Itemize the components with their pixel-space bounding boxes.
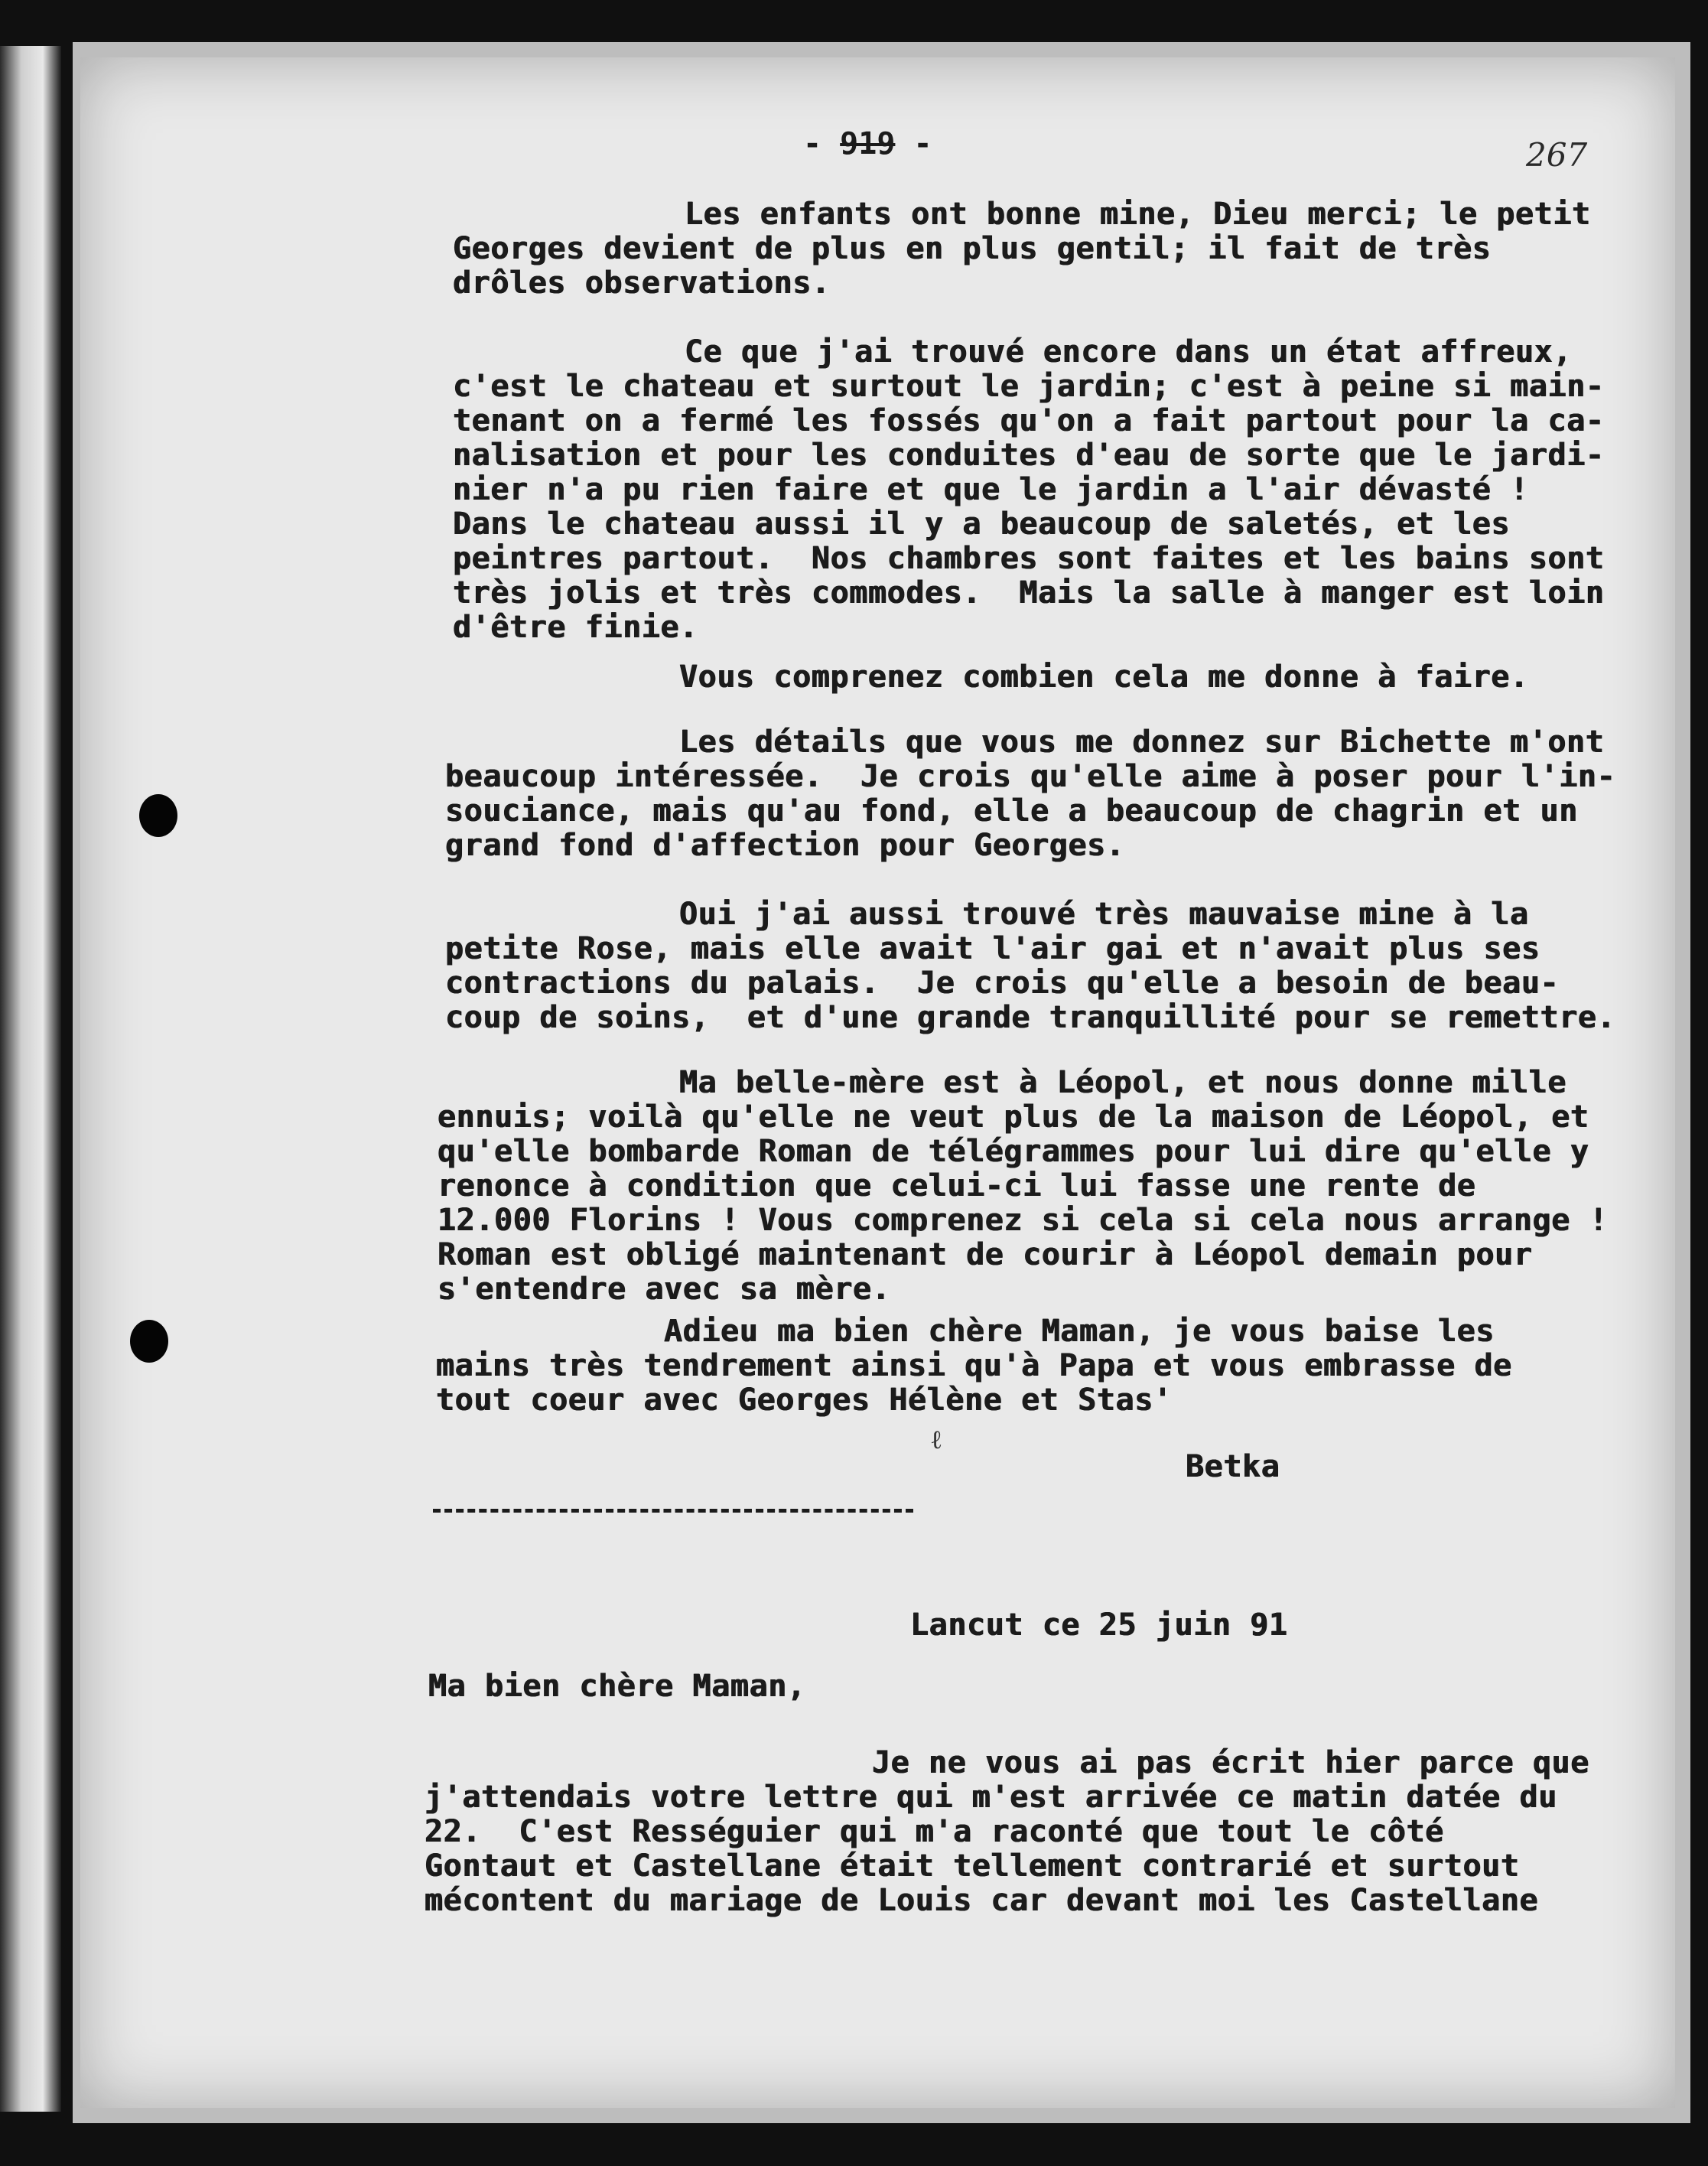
letter1-line: Adieu ma bien chère Maman, je vous baise les (664, 1314, 1495, 1349)
pencil-mark: ℓ (930, 1425, 943, 1455)
letter1-line: drôles observations. (453, 265, 831, 301)
letter2-salutation: Ma bien chère Maman, (428, 1669, 806, 1704)
page-number-struck: 919 (840, 126, 896, 161)
letter1-line: contractions du palais. Je crois qu'elle a besoin de beau- (445, 966, 1560, 1001)
signature: Betka (1186, 1449, 1280, 1484)
letter1-line: s'entendre avec sa mère. (438, 1272, 891, 1307)
letter1-line: peintres partout. Nos chambres sont faites et les bains sont (453, 541, 1605, 576)
letter1-line: tenant on a fermé les fossés qu'on a fait partout pour la ca- (453, 403, 1605, 438)
letter2-place-date: Lancut ce 25 juin 91 (910, 1607, 1288, 1643)
letter1-line: Les détails que vous me donnez sur Bichette m'ont (679, 725, 1605, 760)
punch-hole (139, 794, 177, 837)
letter1-line: c'est le chateau et surtout le jardin; c'est à peine si main- (453, 369, 1605, 404)
letter1-line: très jolis et très commodes. Mais la salle à manger est loin (453, 575, 1605, 611)
letter1-line: qu'elle bombarde Roman de télégrammes pour lui dire qu'elle y (438, 1134, 1589, 1169)
letter1-line: Georges devient de plus en plus gentil; il fait de très (453, 231, 1492, 266)
punch-hole (130, 1320, 168, 1363)
letter1-line: coup de soins, et d'une grande tranquillité pour se remettre. (445, 1000, 1616, 1035)
letter2-line: Je ne vous ai pas écrit hier parce que (872, 1745, 1589, 1780)
letter2-line: mécontent du mariage de Louis car devant moi les Castellane (425, 1883, 1539, 1918)
letter1-line: souciance, mais qu'au fond, elle a beaucoup de chagrin et un (445, 793, 1578, 829)
letter2-line: Gontaut et Castellane était tellement contrarié et surtout (425, 1848, 1520, 1884)
adjacent-page-edge (0, 46, 61, 2112)
letter1-line: Dans le chateau aussi il y a beaucoup de saletés, et les (453, 506, 1511, 542)
letter1-line: Oui j'ai aussi trouvé très mauvaise mine à la (679, 897, 1529, 932)
letter2-line: j'attendais votre lettre qui m'est arrivée ce matin datée du (425, 1780, 1557, 1815)
letter1-line: nalisation et pour les conduites d'eau de sorte que le jardi- (453, 438, 1605, 473)
letter1-line: nier n'a pu rien faire et que le jardin a l'air dévasté ! (453, 472, 1529, 507)
letter1-line: Vous comprenez combien cela me donne à faire. (679, 660, 1529, 695)
page-number: - 919 - (803, 126, 932, 161)
letter1-line: renonce à condition que celui-ci lui fasse une rente de (438, 1168, 1476, 1204)
letter1-line: 12.000 Florins ! Vous comprenez si cela si cela nous arrange ! (438, 1203, 1609, 1238)
letter1-line: d'être finie. (453, 610, 698, 645)
letter1-line: Roman est obligé maintenant de courir à Léopol demain pour (438, 1237, 1533, 1272)
letter1-line: Ma belle-mère est à Léopol, et nous donne mille (679, 1065, 1567, 1100)
letter1-line: beaucoup intéressée. Je crois qu'elle aime à poser pour l'in- (445, 759, 1616, 794)
letter1-line: ennuis; voilà qu'elle ne veut plus de la maison de Léopol, et (438, 1099, 1589, 1135)
letter1-line: petite Rose, mais elle avait l'air gai et n'avait plus ses (445, 931, 1540, 966)
letter-separator (433, 1509, 913, 1513)
archive-page-number: 267 (1526, 136, 1588, 174)
letter1-line: grand fond d'affection pour Georges. (445, 828, 1125, 863)
letter2-line: 22. C'est Rességuier qui m'a raconté que tout le côté (425, 1814, 1444, 1849)
letter1-line: Ce que j'ai trouvé encore dans un état affreux, (685, 334, 1573, 370)
letter1-line: mains très tendrement ainsi qu'à Papa et vous embrasse de (436, 1348, 1512, 1383)
letter1-line: tout coeur avec Georges Hélène et Stas' (436, 1383, 1173, 1418)
letter1-line: Les enfants ont bonne mine, Dieu merci; le petit (685, 197, 1591, 232)
